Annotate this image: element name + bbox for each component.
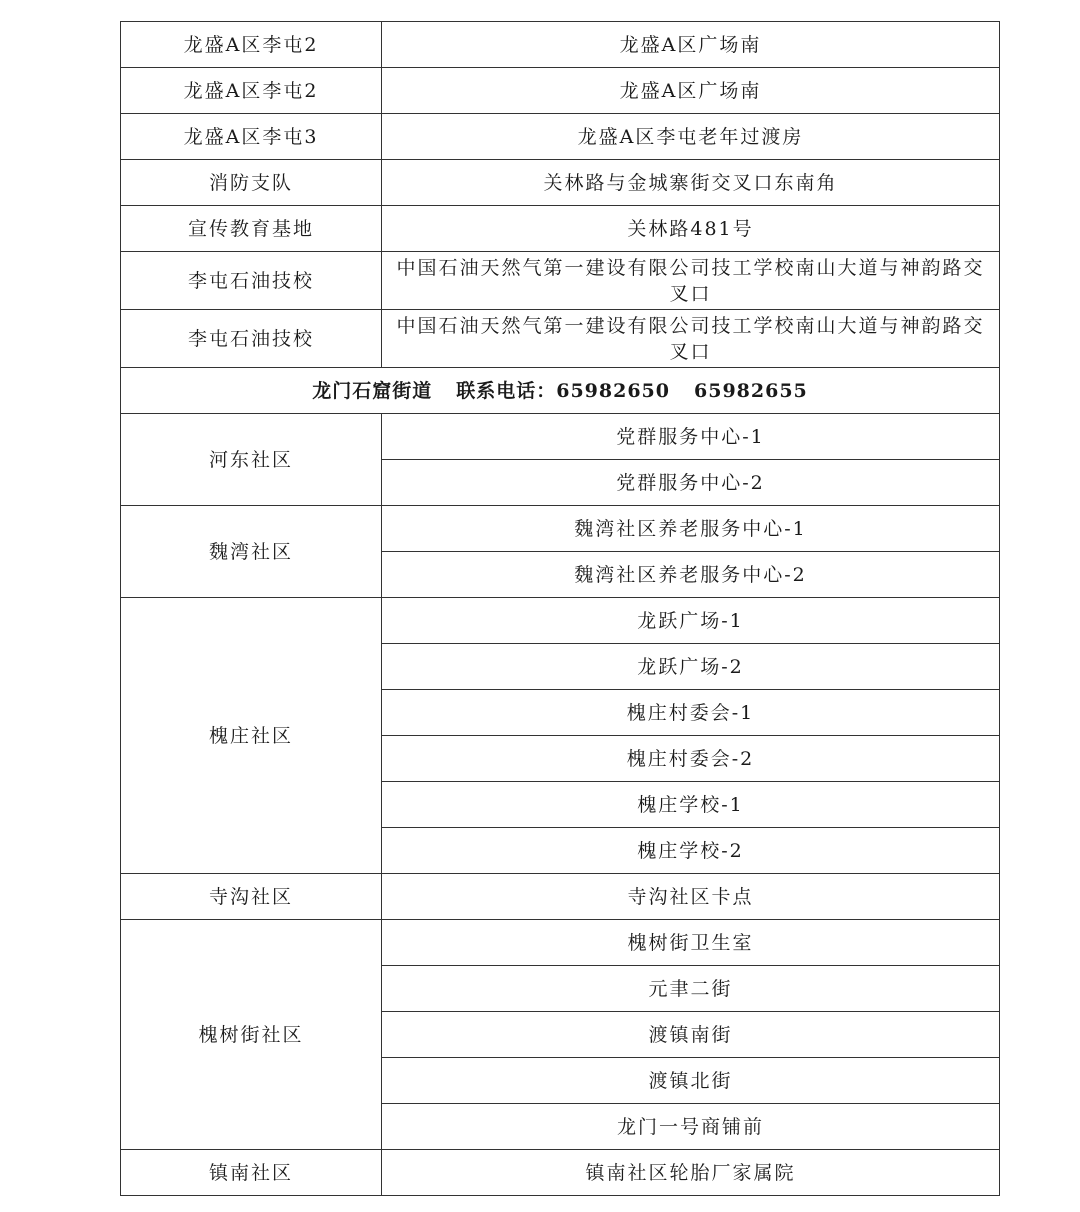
location-cell: 龙盛A区广场南 [382,68,1000,114]
community-cell: 龙盛A区李屯3 [121,114,382,160]
table-row [121,506,1000,552]
community-cell: 槐庄社区 [121,598,382,874]
table-row [121,22,1000,68]
community-cell: 魏湾社区 [121,506,382,598]
location-cell: 党群服务中心-2 [382,460,1000,506]
table-row [121,920,1000,966]
location-cell: 关林路与金城寨街交叉口东南角 [382,160,1000,206]
table-row [121,160,1000,206]
location-cell: 关林路481号 [382,206,1000,252]
community-cell: 龙盛A区李屯2 [121,22,382,68]
location-cell: 槐树街卫生室 [382,920,1000,966]
community-cell: 寺沟社区 [121,874,382,920]
community-cell: 李屯石油技校 [121,252,382,310]
location-cell: 中国石油天然气第一建设有限公司技工学校南山大道与神韵路交叉口 [382,252,1000,310]
section-header-row [121,368,1000,414]
location-cell: 党群服务中心-1 [382,414,1000,460]
location-cell: 龙盛A区广场南 [382,22,1000,68]
table-row [121,598,1000,644]
table-row [121,114,1000,160]
table-row [121,252,1000,310]
community-cell: 消防支队 [121,160,382,206]
location-cell: 中国石油天然气第一建设有限公司技工学校南山大道与神韵路交叉口 [382,310,1000,368]
location-cell: 龙门一号商铺前 [382,1104,1000,1150]
table-row [121,874,1000,920]
community-cell: 龙盛A区李屯2 [121,68,382,114]
location-cell: 槐庄村委会-1 [382,690,1000,736]
sampling-site-table [120,21,1000,1196]
table-row [121,414,1000,460]
location-cell: 槐庄学校-1 [382,782,1000,828]
location-cell: 槐庄学校-2 [382,828,1000,874]
location-cell: 元聿二街 [382,966,1000,1012]
location-cell: 渡镇北街 [382,1058,1000,1104]
community-cell: 李屯石油技校 [121,310,382,368]
location-cell: 寺沟社区卡点 [382,874,1000,920]
location-cell: 镇南社区轮胎厂家属院 [382,1150,1000,1196]
location-cell: 龙跃广场-1 [382,598,1000,644]
community-cell: 河东社区 [121,414,382,506]
phone-label: 联系电话：65982650 [456,379,670,402]
table-row [121,1150,1000,1196]
community-cell: 槐树街社区 [121,920,382,1150]
phone-number: 65982655 [694,379,808,402]
community-cell: 宣传教育基地 [121,206,382,252]
street-title: 龙门石窟街道 [312,379,433,402]
table-row [121,206,1000,252]
location-cell: 魏湾社区养老服务中心-2 [382,552,1000,598]
location-cell: 槐庄村委会-2 [382,736,1000,782]
location-cell: 渡镇南街 [382,1012,1000,1058]
location-cell: 魏湾社区养老服务中心-1 [382,506,1000,552]
community-cell: 镇南社区 [121,1150,382,1196]
table-row [121,68,1000,114]
location-cell: 龙跃广场-2 [382,644,1000,690]
section-header-cell [121,368,1000,414]
location-cell: 龙盛A区李屯老年过渡房 [382,114,1000,160]
table-row [121,310,1000,368]
